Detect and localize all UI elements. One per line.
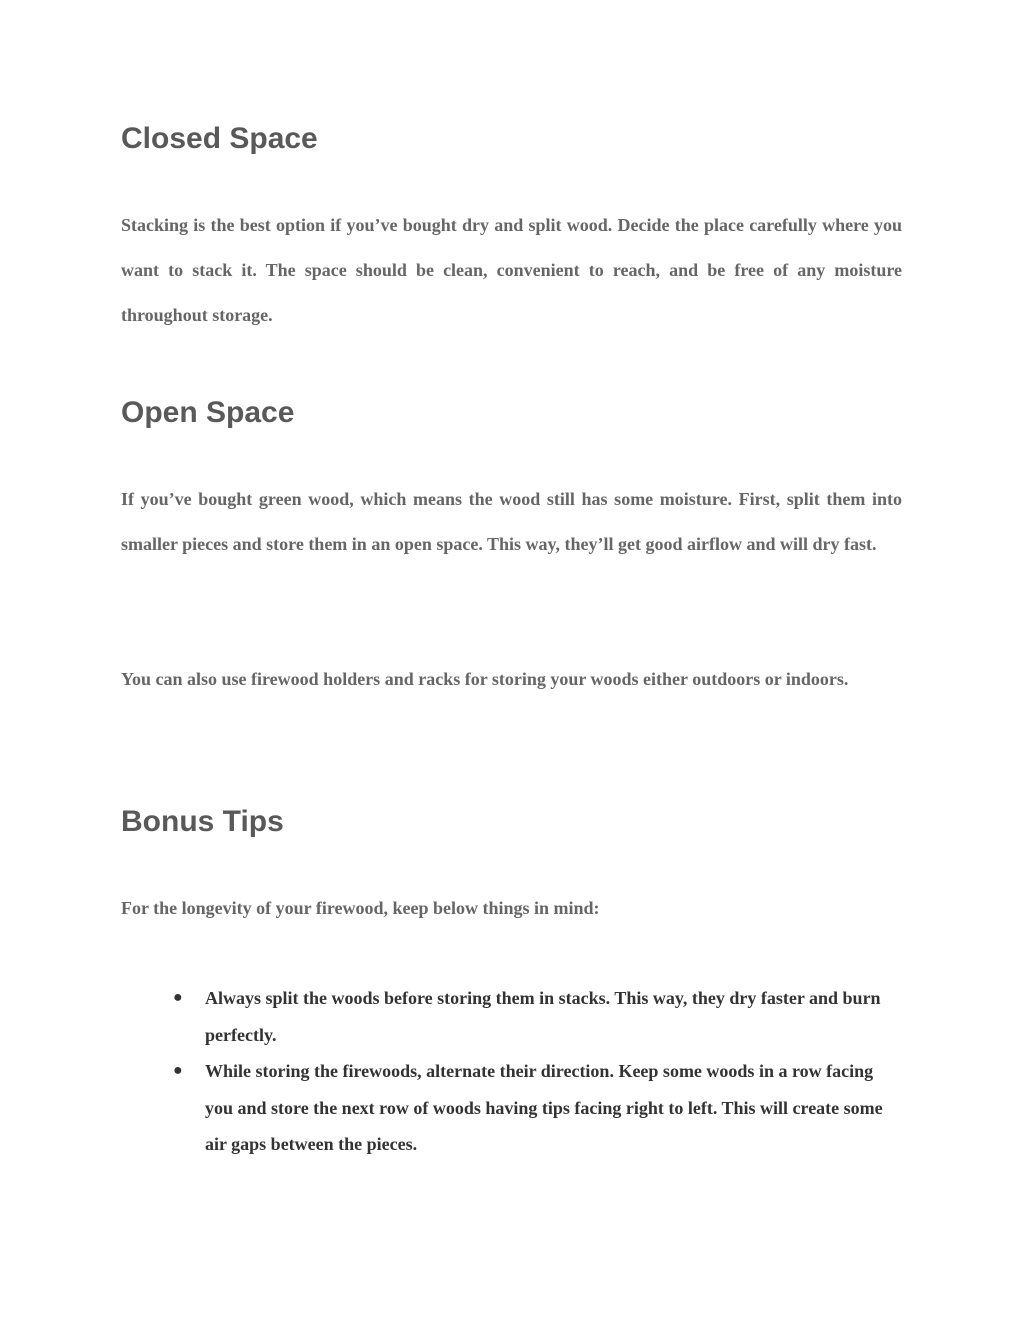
heading-closed-space: Closed Space (121, 122, 318, 155)
list-item-text: While storing the firewoods, alternate their direction. Keep some woods in a row facing you and store the next row of woods having tips facing right to left. This will create some air gaps between the pieces. (205, 1061, 883, 1154)
bullet-icon: ● (173, 989, 183, 1006)
paragraph-open-space-2: You can also use firewood holders and racks for storing your woods either outdoors or indoors. (121, 669, 849, 689)
heading-open-space: Open Space (121, 396, 295, 429)
paragraph-bonus-tips: For the longevity of your firewood, keep below things in mind: (121, 898, 600, 918)
paragraph-open-space-1: If you’ve bought green wood, which means the wood still has some moisture. First, split them into smaller pieces and store them in an open space. This way, they’ll get good airflow and will dry fast. (121, 489, 902, 554)
heading-bonus-tips: Bonus Tips (121, 805, 284, 838)
list-item (121, 1053, 902, 1163)
bullet-icon: ● (173, 1062, 183, 1079)
bonus-tips-list (121, 980, 902, 1163)
list-item (121, 980, 902, 1053)
paragraph-closed-space: Stacking is the best option if you’ve bought dry and split wood. Decide the place carefully where you want to stack it. The space should be clean, convenient to reach, and be free of any moisture throughout storage. (121, 215, 902, 325)
list-item-text: Always split the woods before storing them in stacks. This way, they dry faster and burn perfectly. (205, 988, 881, 1045)
